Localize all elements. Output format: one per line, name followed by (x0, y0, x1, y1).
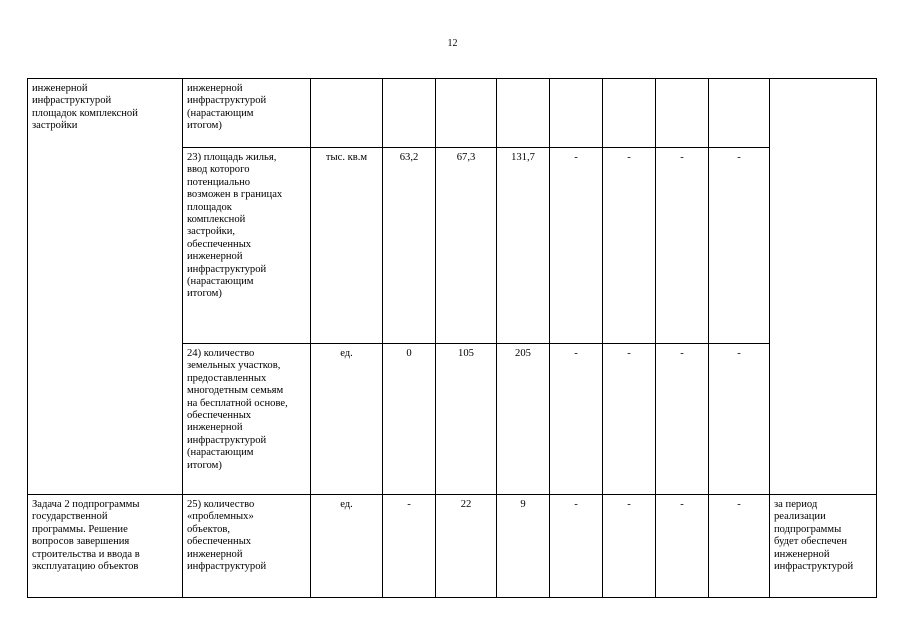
value-cell: - (656, 148, 709, 344)
note-cell: за период реализации подпрограммы будет обеспечен инженерной инфраструктурой (770, 495, 877, 598)
value-cell (436, 79, 497, 148)
unit-cell: ед. (311, 344, 383, 495)
value-cell: - (550, 495, 603, 598)
value-cell: - (709, 344, 770, 495)
task-cell: Задача 2 подпрограммы государственной программы. Решение вопросов завершения строительства и ввода в эксплуатацию объектов (28, 495, 183, 598)
note-cell (770, 79, 877, 495)
value-cell: - (383, 495, 436, 598)
value-cell (603, 79, 656, 148)
value-cell: 63,2 (383, 148, 436, 344)
value-cell: - (656, 495, 709, 598)
indicator-cell: инженерной инфраструктурой (нарастающим итогом) (183, 79, 311, 148)
value-cell: 9 (497, 495, 550, 598)
indicators-table (27, 78, 877, 598)
page-number: 12 (447, 38, 458, 49)
indicator-cell: 24) количество земельных участков, предоставленных многодетным семьям на бесплатной основе, обеспеченных инженерной инфраструктурой (нарастающим итогом) (183, 344, 311, 495)
value-cell: - (709, 495, 770, 598)
value-cell: 67,3 (436, 148, 497, 344)
task-cell: инженерной инфраструктурой площадок комплексной застройки (28, 79, 183, 495)
value-cell: - (603, 148, 656, 344)
table-row (28, 79, 877, 148)
value-cell: - (603, 344, 656, 495)
value-cell: - (603, 495, 656, 598)
value-cell (709, 79, 770, 148)
unit-cell: тыс. кв.м (311, 148, 383, 344)
value-cell (550, 79, 603, 148)
value-cell: - (550, 344, 603, 495)
value-cell: - (550, 148, 603, 344)
value-cell (656, 79, 709, 148)
unit-cell (311, 79, 383, 148)
table-row (28, 495, 877, 598)
value-cell (497, 79, 550, 148)
value-cell (383, 79, 436, 148)
value-cell: 205 (497, 344, 550, 495)
indicator-cell: 25) количество «проблемных» объектов, обеспеченных инженерной инфраструктурой (183, 495, 311, 598)
unit-cell: ед. (311, 495, 383, 598)
value-cell: 131,7 (497, 148, 550, 344)
value-cell: 22 (436, 495, 497, 598)
value-cell: 0 (383, 344, 436, 495)
value-cell: - (656, 344, 709, 495)
value-cell: 105 (436, 344, 497, 495)
indicator-cell: 23) площадь жилья, ввод которого потенциально возможен в границах площадок комплексной застройки, обеспеченных инженерной инфраструктурой (нарастающим итогом) (183, 148, 311, 344)
value-cell: - (709, 148, 770, 344)
